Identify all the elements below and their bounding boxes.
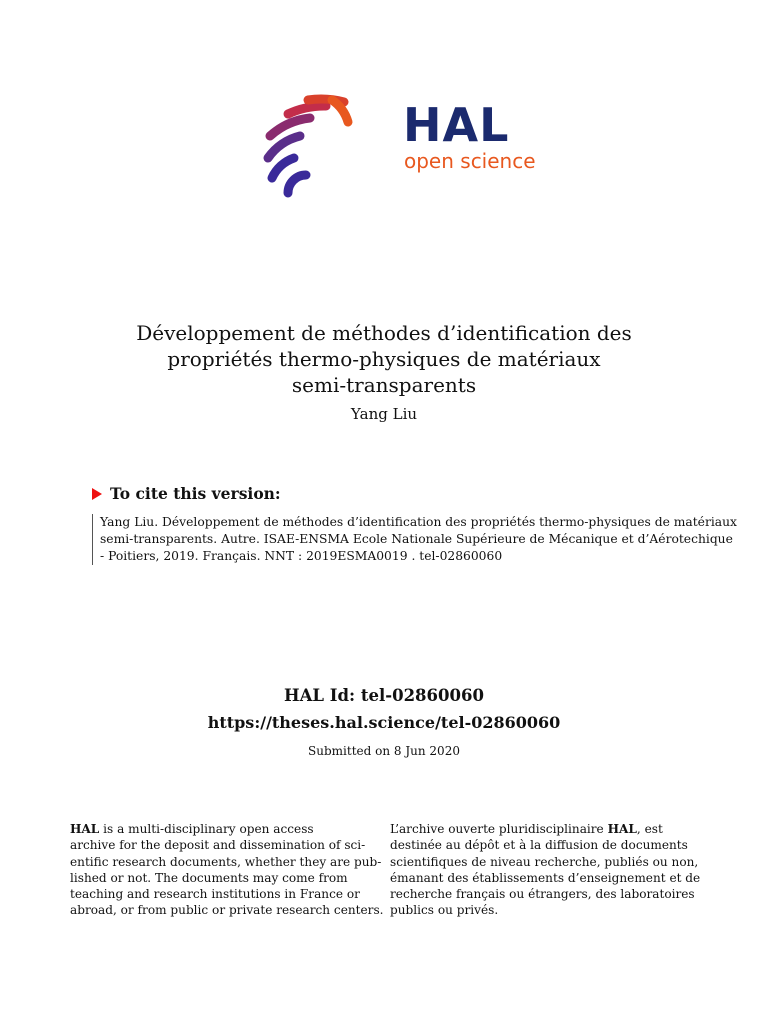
hal-emphasis: HAL: [70, 822, 100, 836]
hal-emphasis: HAL: [607, 822, 637, 836]
document-title: [60, 320, 708, 398]
disclaimer-line: HAL is a multi-disciplinary open access: [70, 822, 314, 836]
english-disclaimer: [70, 821, 384, 919]
disclaimer-line: publics ou privés.: [390, 903, 499, 918]
disclaimer-line: émanant des établissements d’enseignement et de: [390, 870, 701, 885]
citation-line: - Poitiers, 2019. Français. NNT : 2019ESMA0019 . tel-02860060: [100, 549, 503, 563]
hal-id: HAL Id: tel-02860060: [284, 686, 484, 705]
disclaimer-line: abroad, or from public or private research centers.: [70, 903, 384, 918]
citation-block: [92, 514, 740, 565]
citation-line: semi-transparents. Autre. ISAE-ENSMA Ecole Nationale Supérieure de Mécanique et d’Aérotechique: [100, 532, 733, 546]
hal-url-link[interactable]: https://theses.hal.science/tel-02860060: [207, 713, 561, 732]
disclaimer-line: entific research documents, whether they are pub-: [70, 854, 382, 869]
disclaimer-line: archive for the deposit and dissemination of sci-: [70, 838, 366, 853]
submitted-date: Submitted on 8 Jun 2020: [308, 744, 460, 758]
cite-heading-label: To cite this version:: [110, 484, 281, 503]
disclaimer-line: scientifiques de niveau recherche, publiés ou non,: [390, 854, 699, 869]
citation-line: Yang Liu. Développement de méthodes d’identification des propriétés thermo-physiques de matériaux: [100, 515, 737, 529]
hal-logo: [248, 78, 558, 218]
disclaimer-line: recherche français ou étrangers, des laboratoires: [390, 887, 695, 902]
disclaimer-line: lished or not. The documents may come from: [70, 870, 348, 885]
disclaimer-line: teaching and research institutions in France or: [70, 887, 360, 902]
title-line: Développement de méthodes d’identification des: [136, 321, 632, 345]
triangle-arrow-icon: [92, 488, 102, 500]
cite-heading: [92, 484, 281, 503]
title-line: semi-transparents: [291, 373, 477, 397]
disclaimer-line: destinée au dépôt et à la diffusion de documents: [390, 838, 688, 853]
hal-logo-text: HAL: [403, 98, 510, 152]
title-line: propriétés thermo-physiques de matériaux: [167, 347, 601, 371]
hal-logo-subtitle: open science: [404, 149, 536, 173]
french-disclaimer: [390, 821, 700, 919]
disclaimer-line: L’archive ouverte pluridisciplinaire HAL, est: [390, 822, 663, 836]
author-name: Yang Liu: [350, 405, 418, 423]
hal-logo-arcs-icon: [248, 78, 398, 218]
